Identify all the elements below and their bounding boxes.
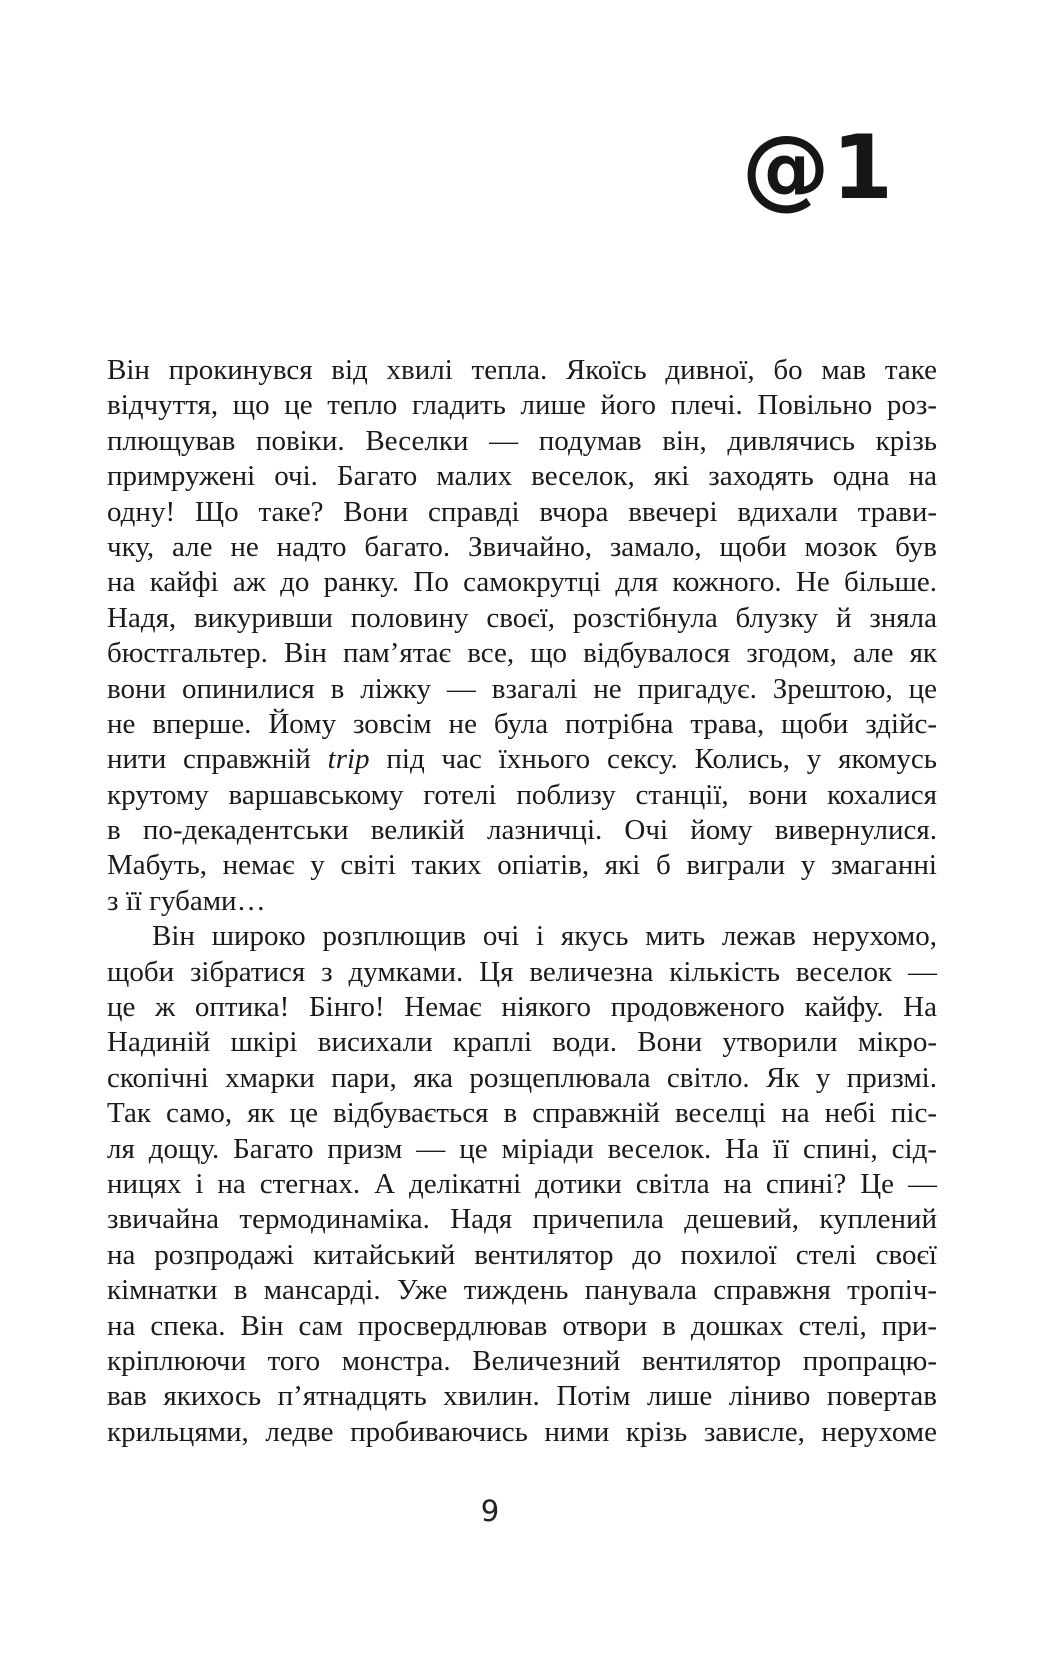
- text-line: чку, але не надто багато. Звичайно, замало, щоби мозок був: [107, 530, 937, 563]
- text-line: бюстгальтер. Він пам’ятає все, що відбувалося згодом, але як: [107, 637, 937, 670]
- text-line: звичайна термодинаміка. Надя причепила дешевий, куплений: [107, 1203, 937, 1236]
- text-line: примружені очі. Багато малих веселок, які заходять одна на: [107, 460, 937, 493]
- text-line: не вперше. Йому зовсім не була потрібна трава, щоби здійс-: [107, 707, 937, 740]
- text-line: нити справжній trip під час їхнього сексу. Колись, у якомусь: [107, 743, 937, 776]
- text-line: Він широко розплющив очі і якусь мить лежав нерухомо,: [152, 920, 937, 953]
- text-line: з її губами…: [107, 884, 266, 917]
- text-line: Мабуть, немає у світі таких опіатів, які б виграли у змаганні: [107, 849, 937, 882]
- text-line: в по-декадентськи великій лазничці. Очі йому вивернулися.: [107, 814, 937, 847]
- text-line: щоби зібратися з думками. Ця величезна кількість веселок —: [107, 955, 937, 988]
- chapter-heading: @1: [741, 116, 895, 219]
- text-line: плющував повіки. Веселки — подумав він, дивлячись крізь: [107, 424, 937, 457]
- text-line: це ж оптика! Бінго! Немає ніякого продовженого кайфу. На: [107, 991, 937, 1024]
- text-line: скопічні хмарки пари, яка розщеплювала світло. Як у призмі.: [107, 1061, 937, 1094]
- text-line: на спека. Він сам просвердлював отвори в дошках стелі, при-: [107, 1309, 937, 1342]
- text-line: крильцями, ледве пробиваючись ними крізь зависле, нерухоме: [107, 1415, 937, 1448]
- page-number: 9: [480, 1494, 500, 1528]
- text-line: Надя, викуривши половину своєї, розстібнула блузку й зняла: [107, 601, 937, 634]
- text-line: вони опинилися в ліжку — взагалі не пригадує. Зрештою, це: [107, 672, 937, 705]
- text-line: Він прокинувся від хвилі тепла. Якоїсь дивної, бо мав таке: [107, 354, 937, 386]
- text-line: вав якихось п’ятнадцять хвилин. Потім лише ліниво повертав: [107, 1380, 937, 1413]
- text-line: Надиній шкірі висихали краплі води. Вони утворили мікро-: [107, 1026, 937, 1059]
- text-line: одну! Що таке? Вони справді вчора ввечері вдихали трави-: [107, 495, 937, 528]
- text-line: кімнатки в мансарді. Уже тиждень панувала справжня тропіч-: [107, 1274, 937, 1307]
- text-line: ницях і на стегнах. А делікатні дотики світла на спині? Це —: [107, 1167, 937, 1200]
- text-line: крутому варшавському готелі поблизу станції, вони кохалися: [107, 778, 937, 811]
- text-line: на розпродажі китайський вентилятор до похилої стелі своєї: [107, 1238, 937, 1271]
- text-line: відчуття, що це тепло гладить лише його плечі. Повільно роз-: [107, 389, 937, 422]
- text-line: Так само, як це відбувається в справжній веселці на небі піс-: [107, 1097, 937, 1130]
- text-line: ля дощу. Багато призм — це міріади веселок. На її спині, сід-: [107, 1132, 937, 1165]
- body-text: [107, 353, 937, 1450]
- text-line: на кайфі аж до ранку. По самокрутці для кожного. Не більше.: [107, 566, 937, 599]
- text-line: кріплюючи того монстра. Величезний вентилятор пропрацю-: [107, 1344, 937, 1377]
